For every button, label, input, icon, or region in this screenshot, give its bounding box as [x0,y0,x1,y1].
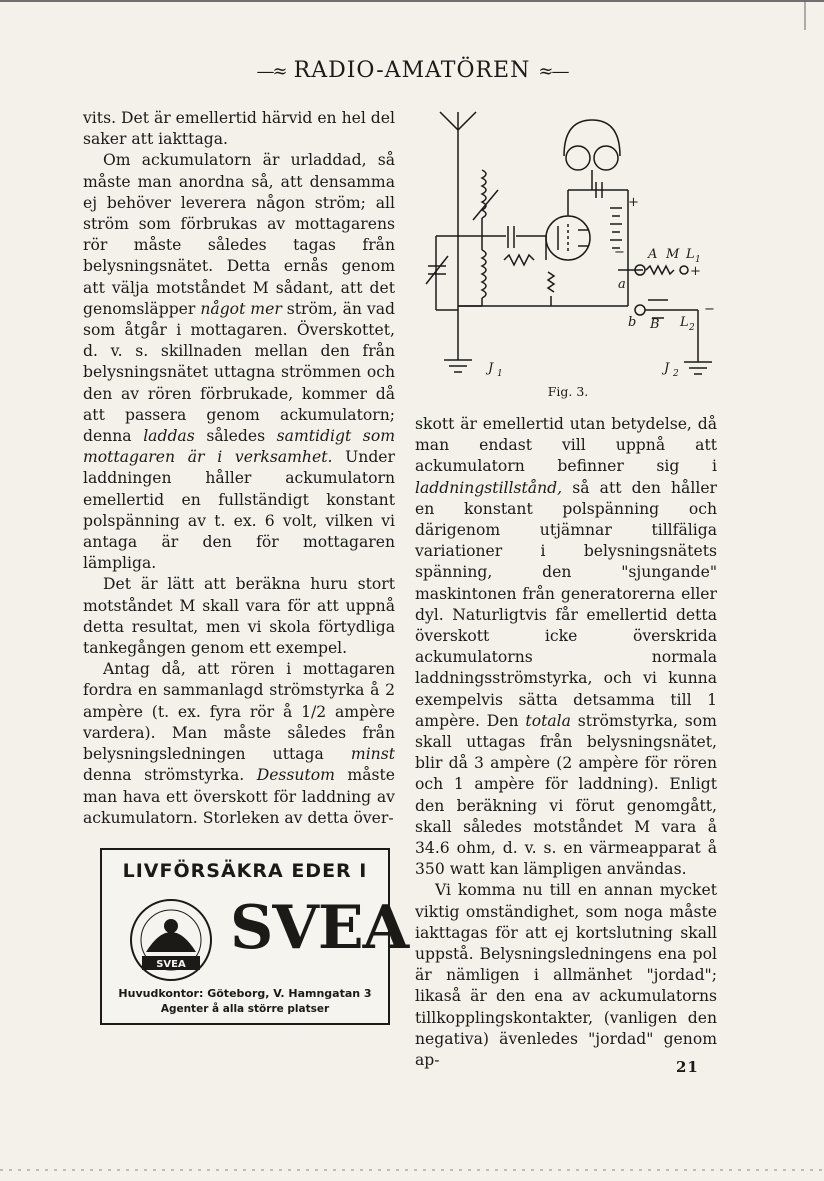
paragraph: Antag då, att rören i mottagaren fordra en sammanlagd strömstyrka å 2 ampère (t. ex. fyra rör å 1/2 ampère vardera). Man måste således från belysningsledningen uttaga minst denna strömstyrka. Dessutom måste man hava ett överskott för laddning av ackumulatorn. Storleken av detta över- [83,660,395,827]
ad-address: Huvudkontor: Göteborg, V. Hamngatan 3 [118,987,372,1000]
paragraph: Om ackumulatorn är urladdad, så måste man anordna så, att densamma ej behöver leverera någon ström; all ström som förbrukas av mottagarens rör måste således tagas från belysningsnätet. Detta ernås genom att välja motståndet M sådant, att det genomsläpper något mer ström, än vad som åtgår i mottagaren. Överskottet, d. v. s. skillnaden mellan den från belysningsnätet uttagna strömmen och den av rören förbrukade, kommer då att passera genom ackumulatorn; denna laddas således samtidigt som mottagaren är i verksamhet. Under laddningen håller ackumulatorn emellertid en fullständigt konstant polspänning av t. ex. 6 volt, vilken vi antaga är den för mottagaren lämpliga. [83,151,395,573]
right-column [415,414,717,1071]
paragraph: vits. Det är emellertid härvid en hel del saker att iakttaga. [83,109,395,149]
headphone-icon [566,146,590,170]
page-number: 21 [676,1058,699,1076]
label-L1-sub: 1 [695,255,701,265]
label-L1: L [686,247,695,262]
rheostat-icon [548,272,554,292]
paragraph: Det är lätt att beräkna huru stort motståndet M skall vara för att uppnå detta resultat, men vi skola förtydliga tankegången genom ett exempel. [83,575,395,658]
header-flourish-left: —≈ [256,61,286,82]
label-J1: J [488,361,494,376]
label-J2-sub: 2 [673,369,679,379]
resistor-icon [504,255,534,265]
figure-caption: Fig. 3. [547,384,589,399]
journal-title: RADIO-AMATÖREN [293,58,531,83]
paragraph: Vi komma nu till en annan mycket viktig omständighet, som noga måste iakttagas för att ej kortslutning skall uppstå. Belysningsledningens ena pol är nämligen i allmänhet "jordad"; likaså är den ena av ackumulatorns tillkopplingskontakter, (vanligen den negativa) ävenledes "jordad" genom ap- [415,881,717,1070]
svea-emblem-icon [112,890,230,984]
left-column [83,108,395,829]
terminal-b-icon [635,305,645,315]
label-J1-sub: 1 [497,369,503,379]
label-plus-top: + [628,195,639,210]
label-L2-sub: 2 [689,323,695,333]
advertisement [100,848,409,1025]
running-header [0,58,824,83]
ad-title: LIVFÖRSÄKRA EDER I [122,860,368,882]
label-M: M [666,247,680,262]
terminal-l1-icon [680,266,688,274]
headphone-icon [594,146,618,170]
label-plus-right: + [690,264,701,279]
paragraph: skott är emellertid utan betydelse, då man endast vill uppnå att ackumulatorn befinner sig i laddningstillstånd, så att den håller en konstant polspänning och därigenom utjämnar tillfäliga variationer i belysningsnätets spänning, den "sjungande" maskintonen från generatorerna eller dyl. Naturligtvis får emellertid detta överskott icke överskrida ackumulatorns normala laddningsströmstyrka, och vi kunna exempelvis sätta detsamma till 1 ampère. Den totala strömstyrka, som skall uttagas från belysningsnätet, blir då 3 ampère (2 ampère för rören och 1 ampère för laddning). Enligt den beräkning vi förut genomgått, skall således motståndet M vara å 34.6 ohm, d. v. s. en värmeapparat å 350 watt kan lämpligen användas. [415,415,717,879]
label-J2: J [664,361,670,376]
ad-agents: Agenter å alla större platser [160,1003,330,1015]
emblem-banner: SVEA [156,959,186,970]
label-b: b [628,315,637,330]
label-minus-right: − [704,302,715,317]
label-a: a [618,277,626,292]
header-flourish-right: ≈— [538,61,568,82]
label-A: A [648,247,658,262]
circuit-diagram [418,110,718,400]
resistor-m-icon [646,266,674,274]
label-B: B [650,317,660,332]
fraction: 1/2 [301,702,327,721]
ad-brand-svea: SVEA [230,893,409,963]
coil-icon [482,250,486,298]
label-L2: L [680,315,689,330]
coil-icon [482,170,486,218]
circuit-wires [426,112,712,374]
label-minus-top: − [614,245,625,260]
